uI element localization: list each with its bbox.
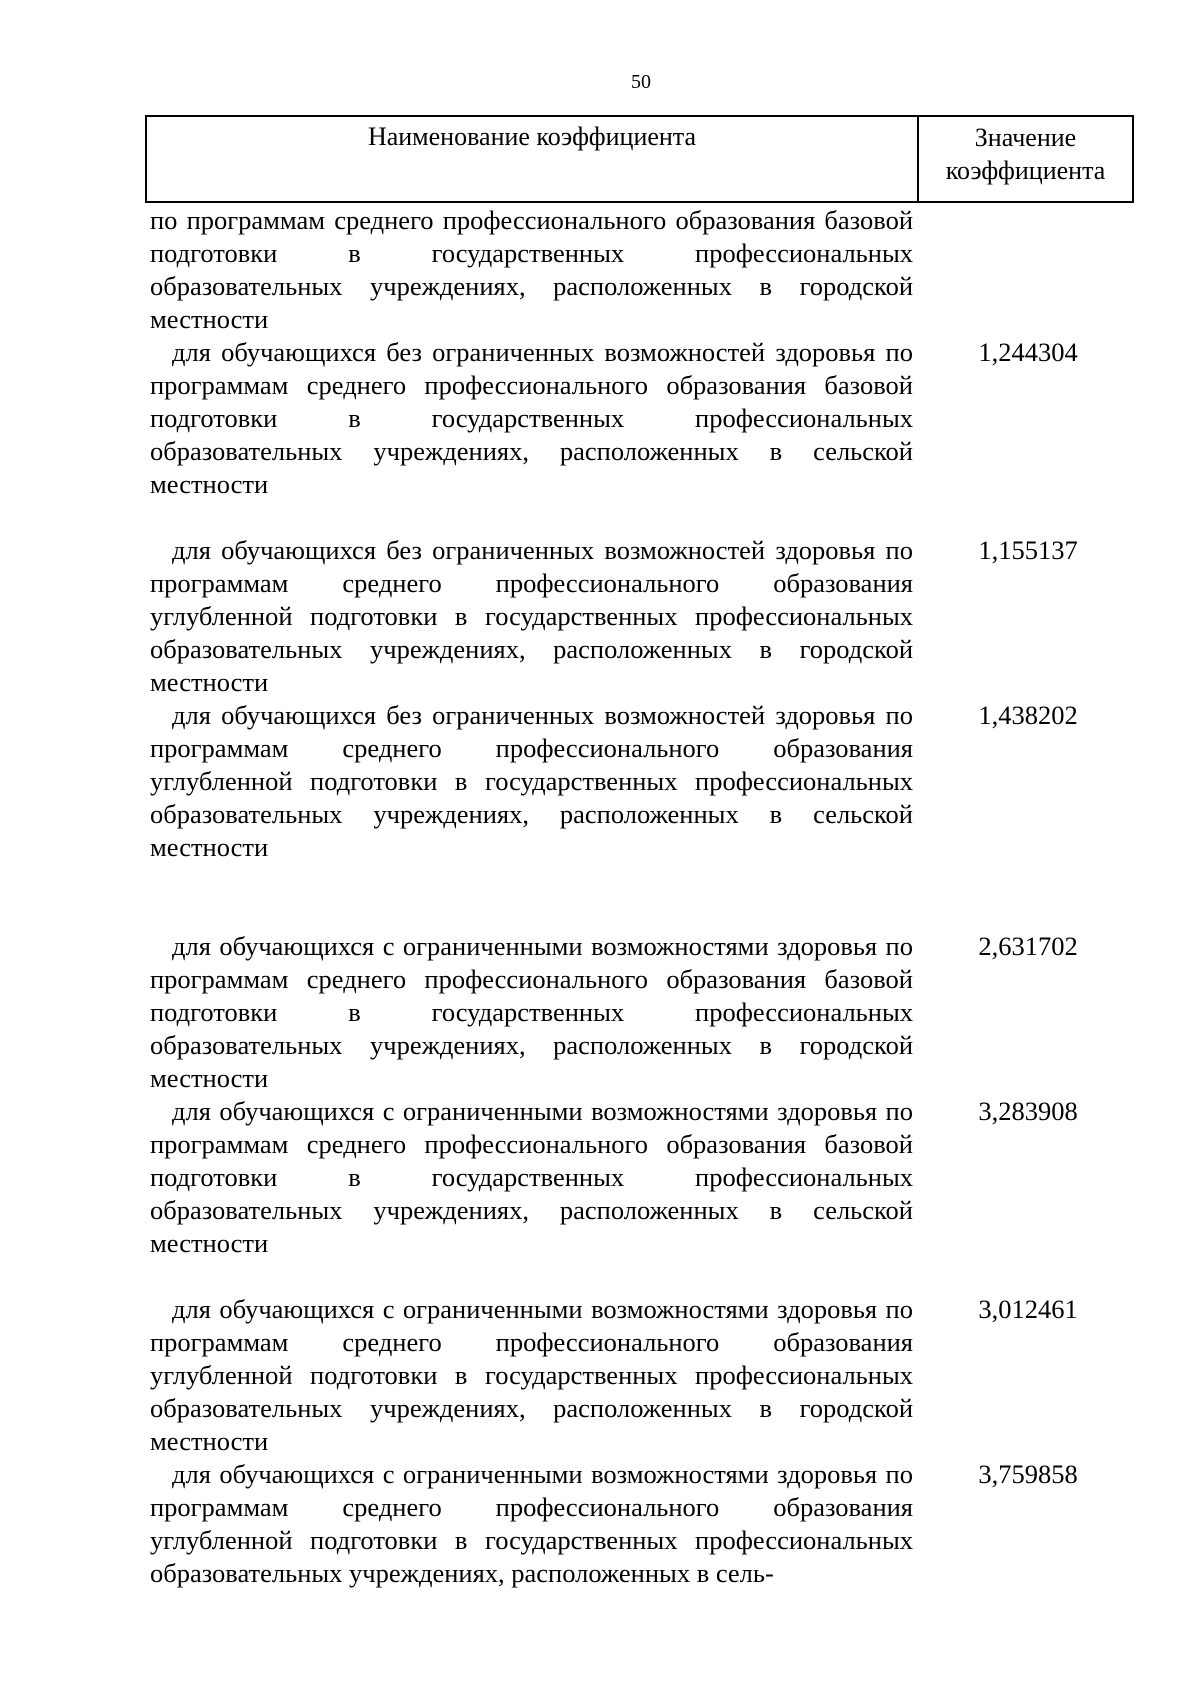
coefficient-value: 3,283908: [978, 1096, 1078, 1126]
coefficient-name: для обучающихся без ограниченных возможностей здоровья по программам среднего профессионального образования углубленной подготовки в государственных профессиональных образовательных учреждениях, расположенных в городской местности: [150, 535, 913, 697]
table-header: [145, 115, 1134, 203]
column-header-value: Значение коэффициента: [945, 123, 1106, 185]
coefficient-table-body: [150, 204, 1150, 1590]
table-row: [150, 336, 1150, 501]
table-row: [150, 534, 1150, 699]
coefficient-name: для обучающихся с ограниченными возможностями здоровья по программам среднего профессионального образования базовой подготовки в государственных профессиональных образовательных учреждениях, расположенных в городской местности: [150, 931, 913, 1093]
coefficient-value: 1,438202: [978, 700, 1078, 730]
row-spacer: [150, 1260, 1150, 1293]
coefficient-value: 3,012461: [978, 1294, 1078, 1324]
table-row: [150, 1458, 1150, 1590]
coefficient-name: для обучающихся с ограниченными возможностями здоровья по программам среднего профессионального образования базовой подготовки в государственных профессиональных образовательных учреждениях, расположенных в сельской местности: [150, 1096, 913, 1258]
coefficient-value: 2,631702: [978, 931, 1078, 961]
coefficient-name: для обучающихся с ограниченными возможностями здоровья по программам среднего профессионального образования углубленной подготовки в государственных профессиональных образовательных учреждениях, расположенных в городской местности: [150, 1294, 913, 1456]
coefficient-name: для обучающихся с ограниченными возможностями здоровья по программам среднего профессионального образования углубленной подготовки в государственных профессиональных образовательных учреждениях, расположенных в сель-: [150, 1459, 913, 1588]
row-spacer: [150, 864, 1150, 930]
table-row: [150, 1095, 1150, 1260]
page-number: 50: [631, 71, 651, 93]
table-row: [150, 204, 1150, 336]
table-row: [150, 1293, 1150, 1458]
coefficient-name: для обучающихся без ограниченных возможностей здоровья по программам среднего профессионального образования базовой подготовки в государственных профессиональных образовательных учреждениях, расположенных в сельской местности: [150, 337, 913, 499]
coefficient-value: 3,759858: [978, 1459, 1078, 1489]
row-spacer: [150, 501, 1150, 534]
table-row: [150, 930, 1150, 1095]
table-row: [150, 699, 1150, 864]
column-header-name: Наименование коэффициента: [147, 117, 919, 201]
coefficient-name: для обучающихся без ограниченных возможностей здоровья по программам среднего профессионального образования углубленной подготовки в государственных профессиональных образовательных учреждениях, расположенных в сельской местности: [150, 700, 913, 862]
coefficient-name: по программам среднего профессионального образования базовой подготовки в государственных профессиональных образовательных учреждениях, расположенных в городской местности: [150, 205, 913, 334]
coefficient-value: 1,155137: [978, 535, 1078, 565]
coefficient-value: 1,244304: [978, 337, 1078, 367]
